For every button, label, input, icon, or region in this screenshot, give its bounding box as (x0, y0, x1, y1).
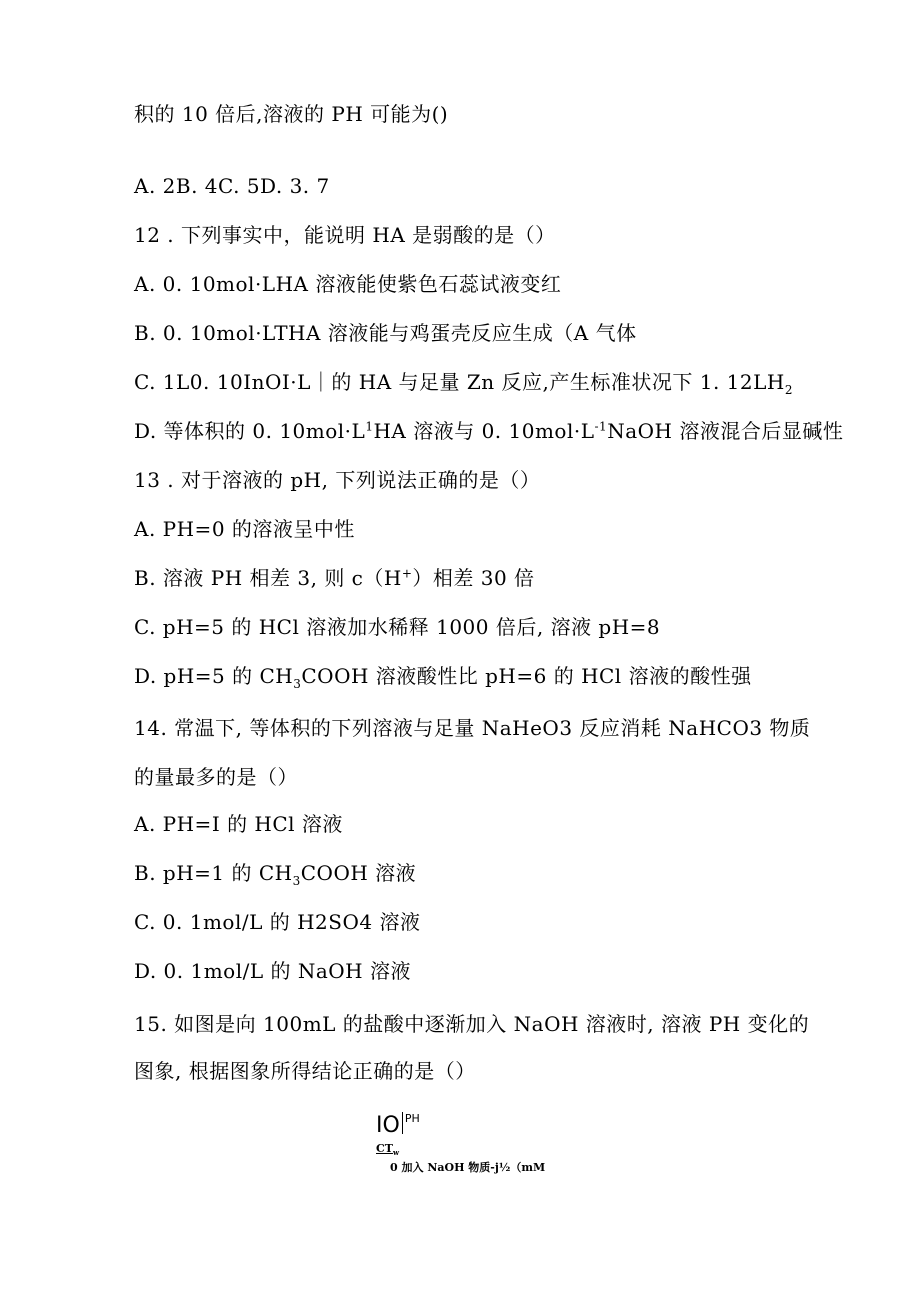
q13-option-d-text-2: COOH 溶液酸性比 pH=6 的 HCl 溶液的酸性强 (301, 664, 752, 688)
q15-stem-line1: 15. 如图是向 100mL 的盐酸中逐渐加入 NaOH 溶液时, 溶液 PH 变化的 (134, 1012, 810, 1036)
q12-option-d-superscript-2: -1 (594, 419, 608, 434)
figure-ct-subscript: w (392, 1148, 399, 1158)
q14-option-c: C. 0. 1mol/L 的 H2SO4 溶液 (134, 910, 421, 934)
q12-option-c (134, 370, 793, 397)
figure-y-axis-unit: PH (404, 1112, 420, 1125)
q12-option-d-text-3: NaOH 溶液混合后显碱性 (607, 419, 844, 443)
q15-stem-line2: 图象, 根据图象所得结论正确的是（） (134, 1059, 476, 1083)
q12-option-d-text-2: HA 溶液与 0. 10mol·L (373, 419, 595, 443)
q13-option-d-subscript: 3 (293, 677, 302, 691)
figure-y-axis-line (402, 1112, 403, 1134)
q13-option-d (134, 664, 752, 691)
q13-stem: 13 . 对于溶液的 pH, 下列说法正确的是（） (134, 468, 541, 492)
figure-ct-label (376, 1142, 399, 1157)
figure-y-axis-top-value: IO (376, 1113, 400, 1138)
q11-options: A. 2B. 4C. 5D. 3. 7 (134, 174, 330, 198)
q14-option-d: D. 0. 1mol/L 的 NaOH 溶液 (134, 959, 411, 983)
figure-x-axis-label: 0 加入 NaOH 物质-j½（mM (390, 1161, 546, 1174)
figure-y-axis-label (376, 1106, 420, 1139)
ph-titration-figure (372, 1106, 572, 1176)
q12-option-d-superscript-1: 1 (365, 419, 374, 434)
q14-option-a: A. PH=I 的 HCl 溶液 (134, 812, 343, 836)
q13-option-b-text-2: ）相差 30 倍 (412, 566, 535, 590)
q12-option-d (134, 419, 843, 443)
q12-option-d-text-1: D. 等体积的 0. 10mol·L (134, 419, 366, 443)
q13-option-b-text-1: B. 溶液 PH 相差 3, 则 c（H (134, 566, 402, 590)
q13-option-b (134, 566, 535, 590)
q13-option-b-superscript: + (401, 566, 413, 581)
q13-option-a: A. PH=0 的溶液呈中性 (134, 517, 355, 541)
q14-option-b-subscript: 3 (292, 874, 301, 888)
q14-option-b-text-1: B. pH=1 的 CH (134, 861, 293, 885)
q13-option-d-text-1: D. pH=5 的 CH (134, 664, 294, 688)
q14-option-b (134, 861, 417, 888)
q12-option-a: A. 0. 10mol·LHA 溶液能使紫色石蕊试液变红 (134, 272, 562, 296)
figure-ct-text: CT (376, 1142, 393, 1155)
q14-stem-line2: 的量最多的是（） (134, 765, 298, 789)
q12-option-c-subscript: 2 (784, 383, 793, 397)
q11-continuation: 积的 10 倍后,溶液的 PH 可能为() (134, 102, 449, 126)
q13-option-c: C. pH=5 的 HCl 溶液加水稀释 1000 倍后, 溶液 pH=8 (134, 615, 661, 639)
q14-stem-line1: 14. 常温下, 等体积的下列溶液与足量 NaHeO3 反应消耗 NaHCO3 物质 (134, 716, 811, 740)
q14-option-b-text-2: COOH 溶液 (300, 861, 417, 885)
q12-stem: 12 . 下列事实中，能说明 HA 是弱酸的是（） (134, 223, 556, 247)
q12-option-c-text: C. 1L0. 10InOI·L｜的 HA 与足量 Zn 反应,产生标准状况下 1. 12LH (134, 370, 785, 394)
q12-option-b: B. 0. 10mol·LTHA 溶液能与鸡蛋壳反应生成（A 气体 (134, 321, 637, 345)
